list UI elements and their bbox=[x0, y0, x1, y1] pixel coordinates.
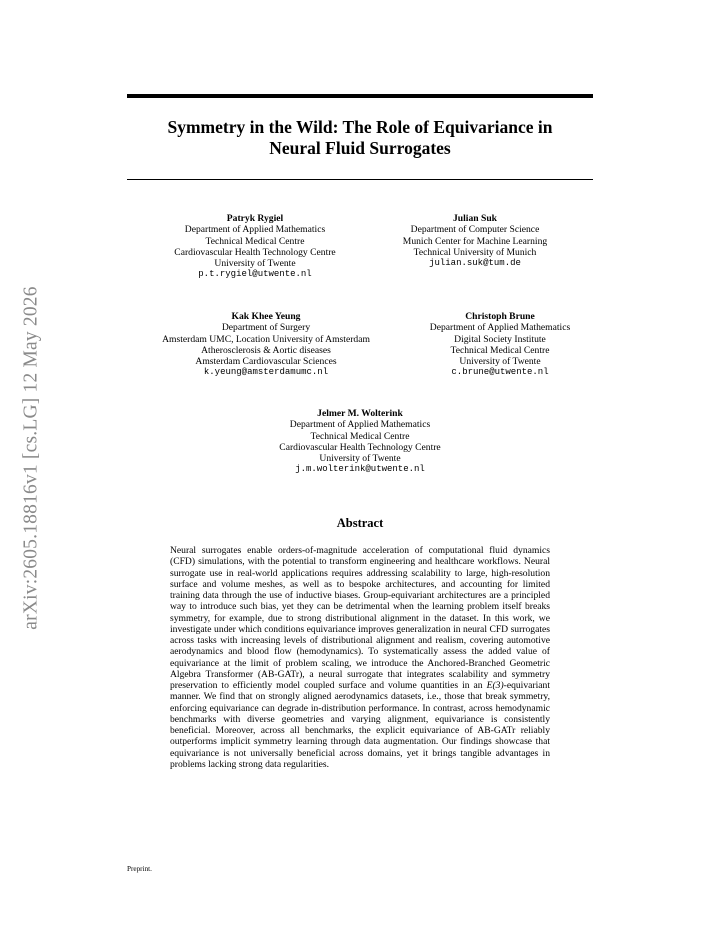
abstract-heading: Abstract bbox=[336, 516, 384, 530]
author-affiliation: University of Twente bbox=[214, 258, 296, 270]
author-affiliation: Amsterdam Cardiovascular Sciences bbox=[195, 356, 337, 368]
paper-title-line-1: Symmetry in the Wild: The Role of Equivariance in bbox=[167, 117, 553, 137]
abstract-text-part-2: -equivariant manner. We find that on strongly aligned aerodynamics datasets, i.e., those that break symmetry, enforcing equivariance can degrade in-distribution performance. In contrast, across hemodynamic benchmarks with diverse geometries and varying alignment, equivariance is consistently beneficial. Moreover, across all benchmarks, the explicit equivariance of AB-GATr reliably outperforms implicit symmetry learning through data augmentation. Our findings showcase that equivariance is not universally beneficial across domains, yet it brings tangible advantages in problems lacking strong data regularities. bbox=[170, 680, 550, 770]
author-affiliation: Munich Center for Machine Learning bbox=[402, 235, 548, 247]
title-top-rule bbox=[127, 94, 593, 98]
author-name: Jelmer M. Wolterink bbox=[317, 408, 403, 419]
author-affiliation: Technical University of Munich bbox=[413, 246, 537, 258]
author-affiliation: Amsterdam UMC, Location University of Amsterdam bbox=[162, 333, 370, 345]
author-affiliation: Department of Computer Science bbox=[410, 224, 540, 236]
author-block-yeung bbox=[126, 311, 406, 379]
footer-note: Preprint. bbox=[127, 865, 152, 873]
author-affiliation: Cardiovascular Health Technology Centre bbox=[174, 246, 336, 258]
author-block-wolterink bbox=[230, 408, 490, 476]
author-affiliation: Atherosclerosis & Aortic diseases bbox=[201, 344, 331, 356]
abstract-math-group: E(3) bbox=[486, 680, 504, 691]
author-affiliation: Cardiovascular Health Technology Centre bbox=[279, 441, 441, 453]
author-affiliation: Technical Medical Centre bbox=[450, 344, 550, 356]
title-bottom-rule bbox=[127, 179, 593, 180]
author-affiliation: Department of Applied Mathematics bbox=[289, 419, 431, 431]
author-affiliation: Department of Applied Mathematics bbox=[429, 322, 571, 334]
author-name: Kak Khee Yeung bbox=[231, 311, 301, 322]
author-name: Patryk Rygiel bbox=[226, 213, 284, 224]
arxiv-identifier-text: arXiv:2605.18816v1 [cs.LG] 12 May 2026 bbox=[21, 286, 43, 630]
author-affiliation: Department of Applied Mathematics bbox=[184, 224, 326, 236]
abstract-text-part-1: Neural surrogates enable orders-of-magnitude acceleration of computational fluid dynamics (CFD) simulations, with the potential to transform engineering and healthcare workflows. Neural surrogate use in real-world applications requires addressing scalability to large, high-resolution surface and volume meshes, as well as to bespoke architectures, and accounting for limited training data through the use of inductive biases. Group-equivariant architectures are a principled way to introduce such bias, yet they can be detrimental when the learning problem itself breaks symmetry, for example, due to strong distributional alignment in the dataset. In this work, we investigate under which conditions equivariance improves generalization in neural CFD surrogates across tasks with increasing levels of distributional alignment and realism, covering automotive aerodynamics and blood flow (hemodynamics). To systematically assess the added value of equivariance at the limit of problem scaling, we introduce the Anchored-Branched Geometric Algebra Transformer (AB-GATr), a neural surrogate that integrates scalability and symmetry preservation to efficiently model coupled surface and volume quantities in an bbox=[170, 545, 550, 691]
author-affiliation: University of Twente bbox=[319, 453, 401, 465]
arxiv-identifier-stamp bbox=[12, 258, 52, 658]
paper-title bbox=[127, 117, 593, 159]
author-name: Julian Suk bbox=[452, 213, 497, 224]
author-affiliation: Department of Surgery bbox=[221, 322, 311, 334]
author-email: j.m.wolterink@utwente.nl bbox=[295, 464, 425, 475]
author-email: julian.suk@tum.de bbox=[429, 258, 521, 269]
author-email: p.t.rygiel@utwente.nl bbox=[198, 269, 312, 280]
author-affiliation: Digital Society Institute bbox=[454, 333, 546, 345]
author-email: c.brune@utwente.nl bbox=[451, 367, 549, 378]
abstract-body bbox=[170, 545, 550, 770]
author-block-rygiel bbox=[140, 213, 370, 281]
author-block-brune bbox=[380, 311, 620, 379]
author-affiliation: Technical Medical Centre bbox=[205, 235, 305, 247]
author-affiliation: University of Twente bbox=[459, 356, 541, 368]
author-email: k.yeung@amsterdamumc.nl bbox=[203, 367, 329, 378]
paper-title-line-2: Neural Fluid Surrogates bbox=[269, 138, 451, 158]
author-affiliation: Technical Medical Centre bbox=[310, 430, 410, 442]
author-block-suk bbox=[360, 213, 590, 269]
author-name: Christoph Brune bbox=[465, 311, 535, 322]
